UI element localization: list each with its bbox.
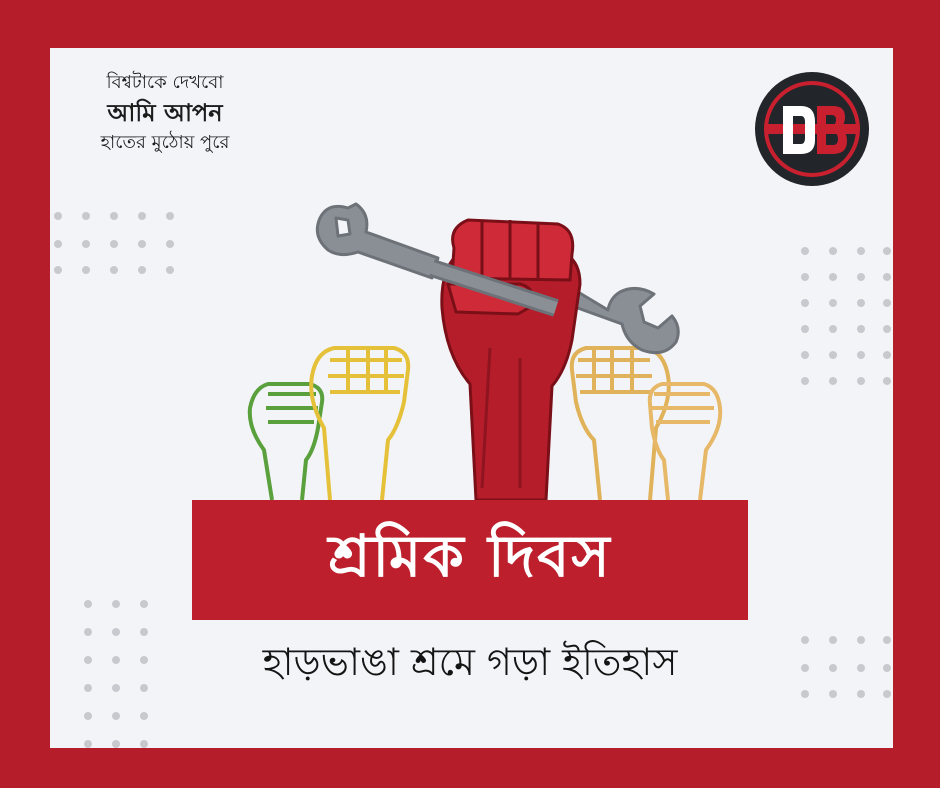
tagline-line-1: বিশ্বটাকে দেখবো <box>106 72 224 93</box>
db-monogram-logo-icon <box>753 70 871 188</box>
tagline-line-2: আমি আপন <box>107 99 223 127</box>
banner-title: শ্রমিক দিবস <box>328 521 612 590</box>
raised-fists-wrench-illustration <box>220 188 740 508</box>
tagline-line-3: হাতের মুঠোয় পুরে <box>100 132 230 153</box>
dot-grid-top-left <box>50 208 180 278</box>
red-fist-icon <box>432 220 580 500</box>
dot-grid-bottom-left <box>80 596 160 748</box>
yellow-fist-left-icon <box>311 348 408 500</box>
dot-grid-bottom-right <box>795 632 893 702</box>
title-banner <box>192 500 748 620</box>
subtitle: হাড়ভাঙা শ্রমে গড়া ইতিহাস <box>262 640 678 684</box>
yellow-fist-right-icon <box>572 348 669 500</box>
tan-fist-far-right-icon <box>650 384 720 500</box>
tagline <box>70 70 260 156</box>
poster-card <box>50 48 893 748</box>
dot-grid-right <box>795 243 893 388</box>
